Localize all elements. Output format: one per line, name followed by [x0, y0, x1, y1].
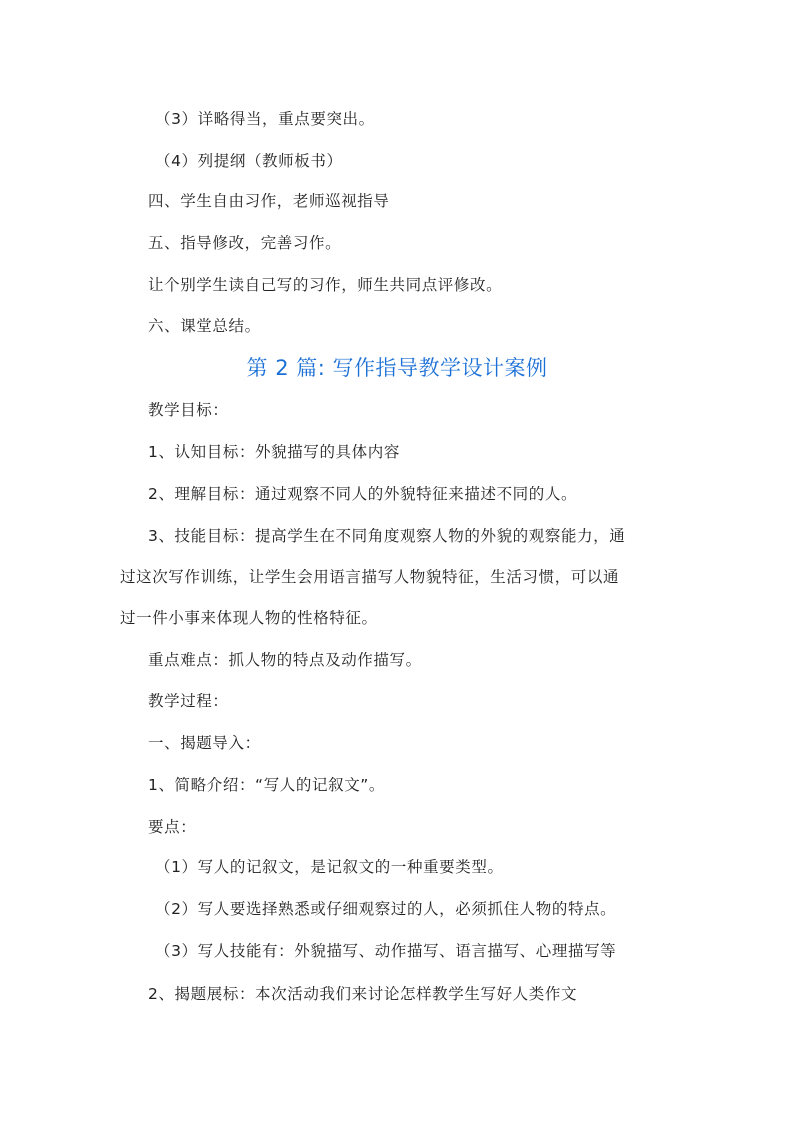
point-two: （2）写人要选择熟悉或仔细观察过的人，必须抓住人物的特点。 — [155, 900, 617, 918]
paragraph-detail-emphasis: （3）详略得当，重点要突出。 — [155, 110, 375, 128]
point-one: （1）写人的记叙文，是记叙文的一种重要类型。 — [155, 858, 504, 876]
goal-understanding: 2、理解目标：通过观察不同人的外貌特征来描述不同的人。 — [148, 485, 578, 503]
paragraph-outline: （4）列提纲（教师板书） — [155, 152, 343, 170]
reveal-topic: 2、揭题展标：本次活动我们来讨论怎样教学生写好人类作文 — [148, 985, 578, 1003]
section-heading: 第 2 篇: 写作指导教学设计案例 — [246, 356, 548, 380]
goal-skill-line-3: 过一件小事来体现人物的性格特征。 — [120, 609, 378, 627]
process-label: 教学过程： — [148, 692, 229, 710]
brief-intro: 1、简略介绍：“写人的记叙文”。 — [148, 776, 386, 794]
goal-cognitive: 1、认知目标：外貌描写的具体内容 — [148, 443, 400, 461]
paragraph-step-four: 四、学生自由习作，老师巡视指导 — [148, 192, 390, 210]
paragraph-peer-review: 让个别学生读自己写的习作，师生共同点评修改。 — [148, 276, 503, 294]
points-label: 要点： — [148, 818, 197, 836]
key-points: 重点难点：抓人物的特点及动作描写。 — [148, 651, 422, 669]
step-one: 一、揭题导入： — [148, 734, 261, 752]
point-three: （3）写人技能有：外貌描写、动作描写、语言描写、心理描写等 — [155, 942, 617, 960]
goal-skill-line-1: 3、技能目标：提高学生在不同角度观察人物的外貌的观察能力，通 — [148, 527, 626, 545]
paragraph-step-five: 五、指导修改，完善习作。 — [148, 234, 342, 252]
goal-skill-line-2: 过这次写作训练，让学生会用语言描写人物貌特征，生活习惯，可以通 — [120, 568, 620, 586]
goals-label: 教学目标： — [148, 401, 229, 419]
paragraph-step-six: 六、课堂总结。 — [148, 317, 261, 335]
